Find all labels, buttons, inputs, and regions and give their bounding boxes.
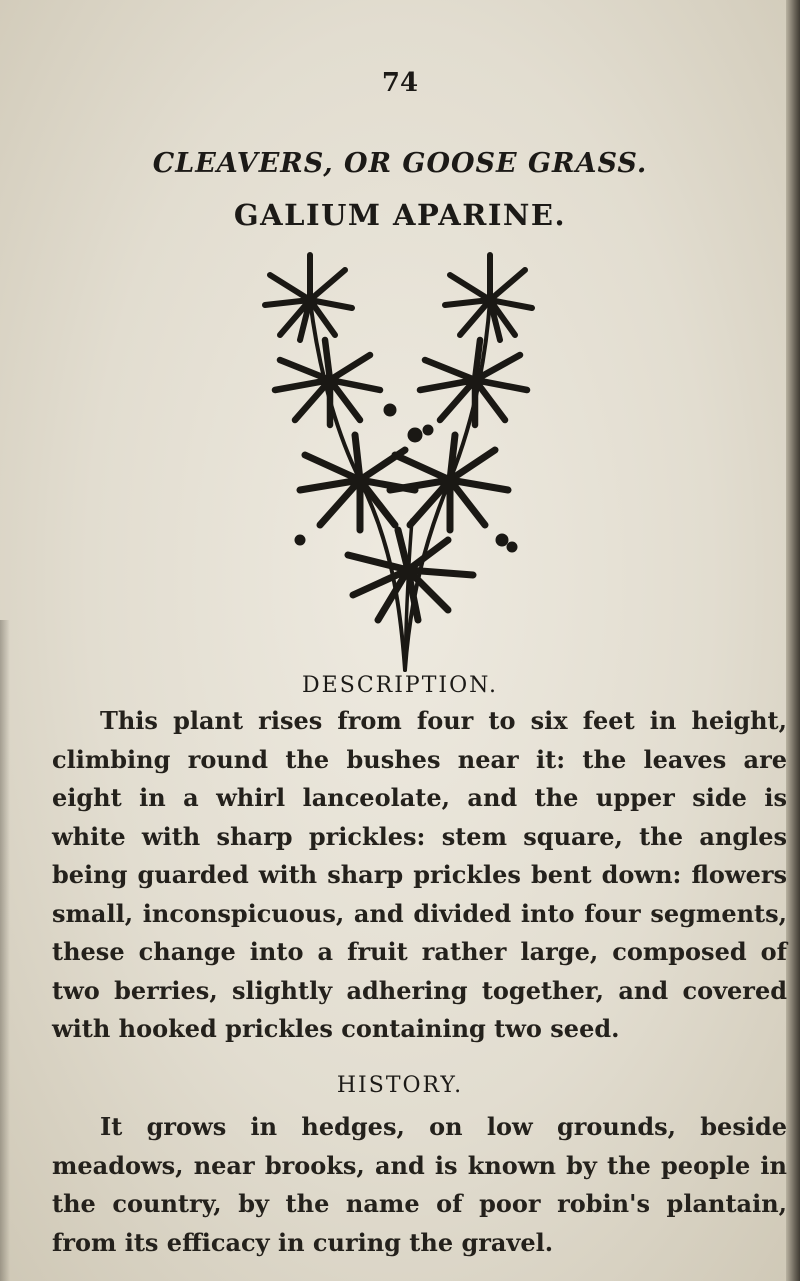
history-paragraph: It grows in hedges, on low grounds, beside meadows, near brooks, and is known by the people in the country, by the name of poor robin's plantain, from its efficacy in curing the gravel. (52, 1112, 787, 1257)
page-title-common-name: CLEAVERS, OR GOOSE GRASS. (152, 148, 648, 179)
leaf-whorl-1 (265, 255, 352, 340)
leaf-whorl-5 (300, 435, 415, 530)
page-edge (786, 0, 800, 1281)
leaf-whorl-3 (275, 340, 380, 425)
description-heading: DESCRIPTION. (302, 673, 498, 698)
description-paragraph: This plant rises from four to six feet in height, climbing round the bushes near it: the leaves are eight in a whirl lanceolate, and the upper side is white with sharp prickles: stem square, the angles being guarded with sharp prickles bent down: flowers small, inconspicuous, and divided into four segments, these change into a fruit rather large, composed of two berries, slightly adhering together, and covered with hooked prickles containing two seed. (52, 706, 787, 1043)
page-number: 74 (381, 68, 419, 98)
history-heading: HISTORY. (336, 1073, 464, 1098)
page-gutter-shadow (0, 620, 10, 1281)
plant-illustration (240, 240, 570, 680)
leaf-whorl-4 (420, 340, 527, 425)
page-title-latin-name: GALIUM APARINE. (233, 198, 567, 232)
